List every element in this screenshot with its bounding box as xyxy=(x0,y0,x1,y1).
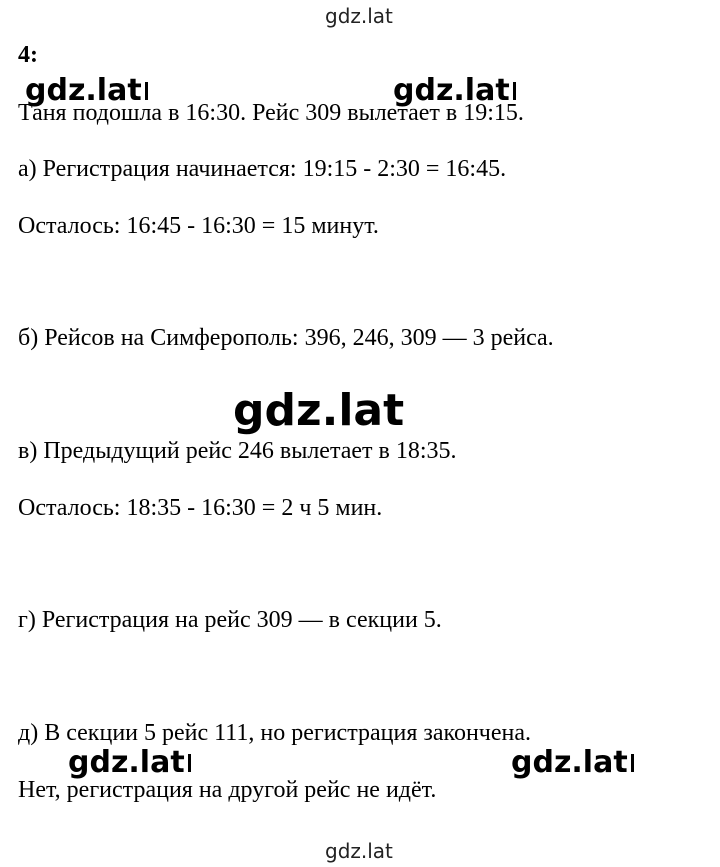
text-line-v-result: Осталось: 18:35 - 16:30 = 2 ч 5 мин. xyxy=(18,495,383,521)
watermark-top: gdz.lat xyxy=(325,4,393,28)
task-number: 4: xyxy=(18,42,38,68)
watermark-lower-right: gdz.lat xyxy=(511,748,634,778)
watermark-lower-left: gdz.lat xyxy=(68,748,191,778)
watermark-bottom: gdz.lat xyxy=(325,839,393,863)
text-line-b: б) Рейсов на Симферополь: 396, 246, 309 — 3 рейса. xyxy=(18,325,554,351)
watermark-bar-icon xyxy=(188,754,191,772)
watermark-upper-right: gdz.lat xyxy=(393,76,516,106)
text-line-intro: Таня подошла в 16:30. Рейс 309 вылетает в 19:15. xyxy=(18,100,524,126)
text-line-d-result: Нет, регистрация на другой рейс не идёт. xyxy=(18,777,437,803)
watermark-center: gdz.lat xyxy=(233,385,405,436)
watermark-bar-icon xyxy=(631,754,634,772)
text-line-a: а) Регистрация начинается: 19:15 - 2:30 = 16:45. xyxy=(18,156,507,182)
text-line-v: в) Предыдущий рейс 246 вылетает в 18:35. xyxy=(18,438,457,464)
text-line-g: г) Регистрация на рейс 309 — в секции 5. xyxy=(18,607,442,633)
text-line-d: д) В секции 5 рейс 111, но регистрация закончена. xyxy=(18,720,531,746)
watermark-upper-left: gdz.lat xyxy=(25,76,148,106)
text-line-a-result: Осталось: 16:45 - 16:30 = 15 минут. xyxy=(18,213,379,239)
watermark-bar-icon xyxy=(513,82,516,100)
watermark-bar-icon xyxy=(145,82,148,100)
